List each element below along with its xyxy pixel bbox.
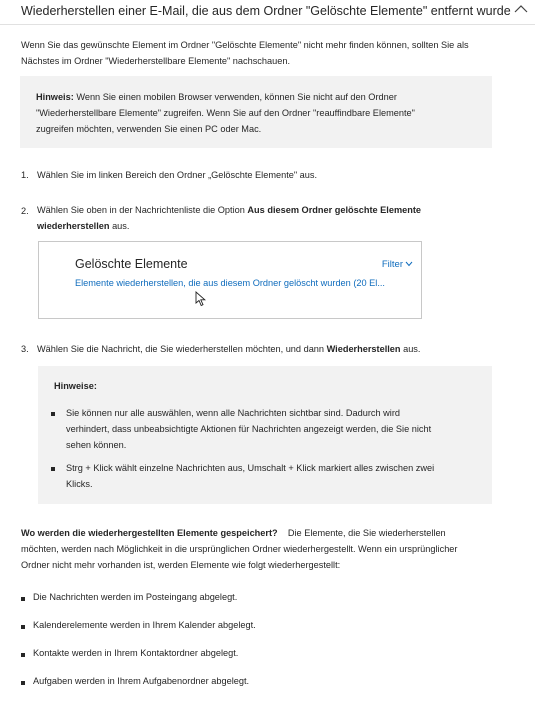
- hint-item: Sie können nur alle auswählen, wenn alle Nachrichten sichtbar sind. Dadurch wird verhindert, dass unbeabsichtigte Aktionen für Nachrichten angezeigt werden, die Sie nicht sehen können.: [66, 408, 432, 450]
- bullet-icon: [51, 412, 55, 416]
- chevron-down-icon[interactable]: [405, 261, 413, 267]
- step-number: 1.: [21, 170, 29, 180]
- section-title: Wiederherstellen einer E-Mail, die aus dem Ordner "Gelöschte Elemente" entfernt wurde: [21, 4, 511, 18]
- step-text: Wählen Sie im linken Bereich den Ordner „Gelöschte Elemente" aus.: [37, 170, 318, 180]
- chevron-up-icon[interactable]: [513, 2, 529, 16]
- bullet-icon: [51, 467, 55, 471]
- filter-button[interactable]: Filter: [381, 259, 403, 270]
- list-item: Kalenderelemente werden in Ihrem Kalender abgelegt.: [33, 620, 256, 630]
- recover-items-link[interactable]: Elemente wiederherstellen, die aus diesem Ordner gelöscht wurden (20 El...: [75, 278, 385, 288]
- section-header[interactable]: [0, 0, 535, 25]
- bullet-icon: [21, 653, 25, 657]
- step-text: Wählen Sie oben in der Nachrichtenliste die Option Aus diesem Ordner gelöschte Elemente wiederherstellen aus.: [37, 205, 422, 231]
- bullet-icon: [21, 681, 25, 685]
- bullet-icon: [21, 597, 25, 601]
- hints-box: [38, 366, 492, 504]
- step-number: 3.: [21, 344, 29, 354]
- bullet-icon: [21, 625, 25, 629]
- step-number: 2.: [21, 206, 29, 216]
- step-text: Wählen Sie die Nachricht, die Sie wiederherstellen möchten, und dann Wiederherstellen aus.: [37, 344, 421, 354]
- storage-question: Wo werden die wiederhergestellten Elemente gespeichert?: [21, 528, 278, 538]
- deleted-items-panel: [38, 241, 422, 319]
- list-item: Kontakte werden in Ihrem Kontaktordner abgelegt.: [33, 648, 239, 658]
- hints-title: Hinweise:: [54, 381, 97, 391]
- panel-title: Gelöschte Elemente: [75, 257, 188, 271]
- storage-paragraph: Wo werden die wiederhergestellten Elemente gespeichert? Die Elemente, die Sie wiederherstellen möchten, werden nach Möglichkeit in die ursprünglichen Ordner wiederhergestellt. Wenn ein ursprünglicher Ordner nicht mehr vorhanden ist, werden Elemente wie folgt wiederhergestellt:: [21, 528, 458, 570]
- note-label: Hinweis:: [36, 92, 74, 102]
- note-text: Hinweis: Wenn Sie einen mobilen Browser verwenden, können Sie nicht auf den Ordner "Wiederherstellbare Elemente" zugreifen. Wenn Sie auf den Ordner "reauffindbare Elemente" zugreifen möchten, verwenden Sie einen PC oder Mac.: [36, 92, 415, 134]
- list-item: Die Nachrichten werden im Posteingang abgelegt.: [33, 592, 238, 602]
- mouse-cursor-icon: [195, 291, 207, 307]
- intro-paragraph: Wenn Sie das gewünschte Element im Ordner "Gelöschte Elemente" nicht mehr finden können, sollten Sie als Nächstes im Ordner "Wiederherstellbare Elemente" nachschauen.: [21, 40, 469, 66]
- hint-item: Strg + Klick wählt einzelne Nachrichten aus, Umschalt + Klick markiert alles zwischen zwei Klicks.: [66, 463, 435, 489]
- list-item: Aufgaben werden in Ihrem Aufgabenordner abgelegt.: [33, 676, 250, 686]
- note-box: [20, 76, 492, 148]
